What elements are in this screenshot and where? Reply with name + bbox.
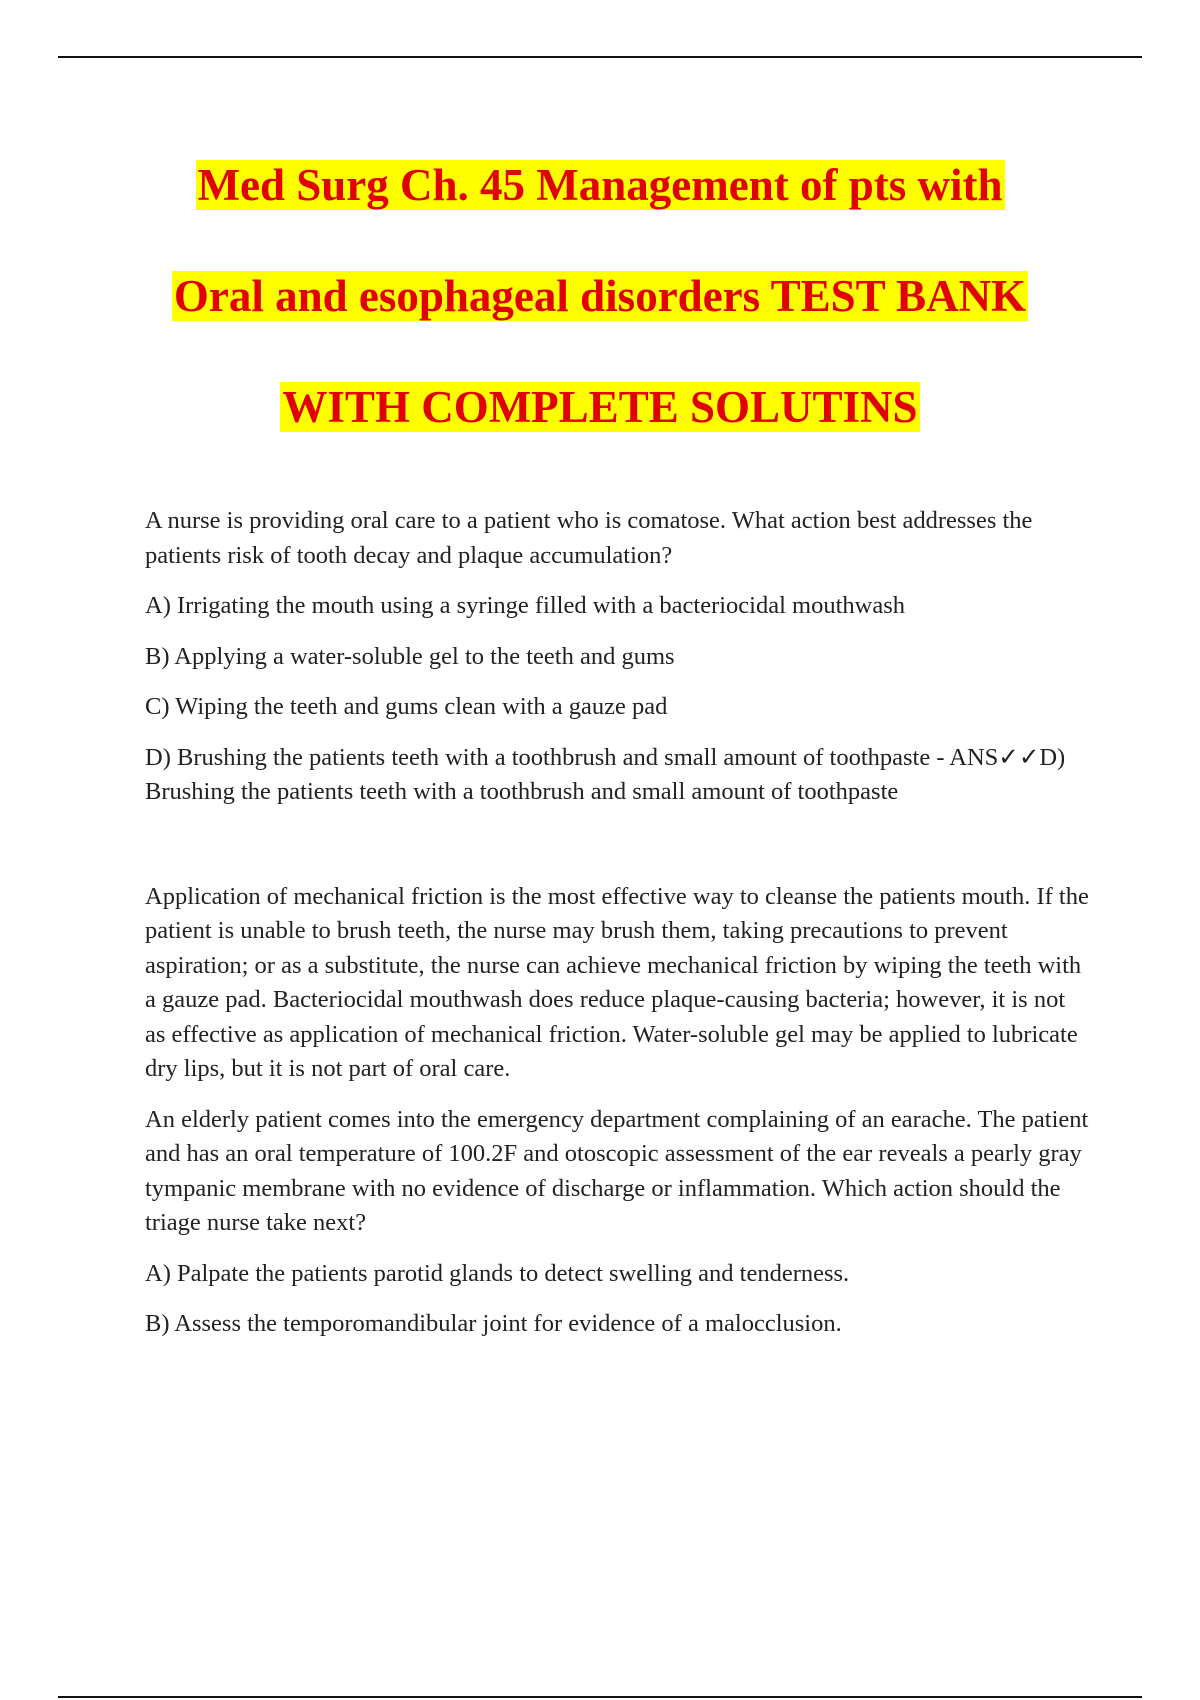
document-title (0, 130, 1200, 463)
title-line-3: WITH COMPLETE SOLUTINS (282, 382, 918, 432)
question-2-stem: An elderly patient comes into the emergency department complaining of an earache. The patient and has an oral temperature of 100.2F and otoscopic assessment of the ear reveals a pearly gray tympanic membrane with no evidence of discharge or inflammation. Which action should the triage nurse take next? (145, 1105, 1089, 1236)
question-1-option-a: A) Irrigating the mouth using a syringe filled with a bacteriocidal mouthwash (145, 592, 905, 619)
question-1-option-c: C) Wiping the teeth and gums clean with a gauze pad (145, 693, 668, 720)
question-1-stem: A nurse is providing oral care to a patient who is comatose. What action best addresses the patients risk of tooth decay and plaque accumulation? (145, 507, 1033, 569)
question-1-option-b: B) Applying a water-soluble gel to the teeth and gums (145, 642, 675, 670)
header-rule (58, 56, 1142, 58)
question-2-option-a: A) Palpate the patients parotid glands to detect swelling and tenderness. (145, 1259, 850, 1287)
title-line-2: Oral and esophageal disorders TEST BANK (173, 271, 1027, 321)
title-line-1: Med Surg Ch. 45 Management of pts with (197, 160, 1003, 210)
document-body (145, 504, 1090, 1358)
footer-rule (58, 1696, 1142, 1698)
question-2-option-b: B) Assess the temporomandibular joint for evidence of a malocclusion. (145, 1310, 842, 1337)
question-1-rationale: Application of mechanical friction is the most effective way to cleanse the patients mouth. If the patient is unable to brush teeth, the nurse may brush them, taking precautions to prevent aspiration; or as a substitute, the nurse can achieve mechanical friction by wiping the teeth with a gauze pad. Bacteriocidal mouthwash does reduce plaque-causing bacteria; however, it is not as effective as application of mechanical friction. Water-soluble gel may be applied to lubricate dry lips, but it is not part of oral care. (145, 882, 1089, 1082)
question-1-option-d-answer: D) Brushing the patients teeth with a toothbrush and small amount of toothpaste - ANS✓✓D) Brushing the patients teeth with a toothbrush and small amount of toothpaste (145, 743, 1066, 805)
